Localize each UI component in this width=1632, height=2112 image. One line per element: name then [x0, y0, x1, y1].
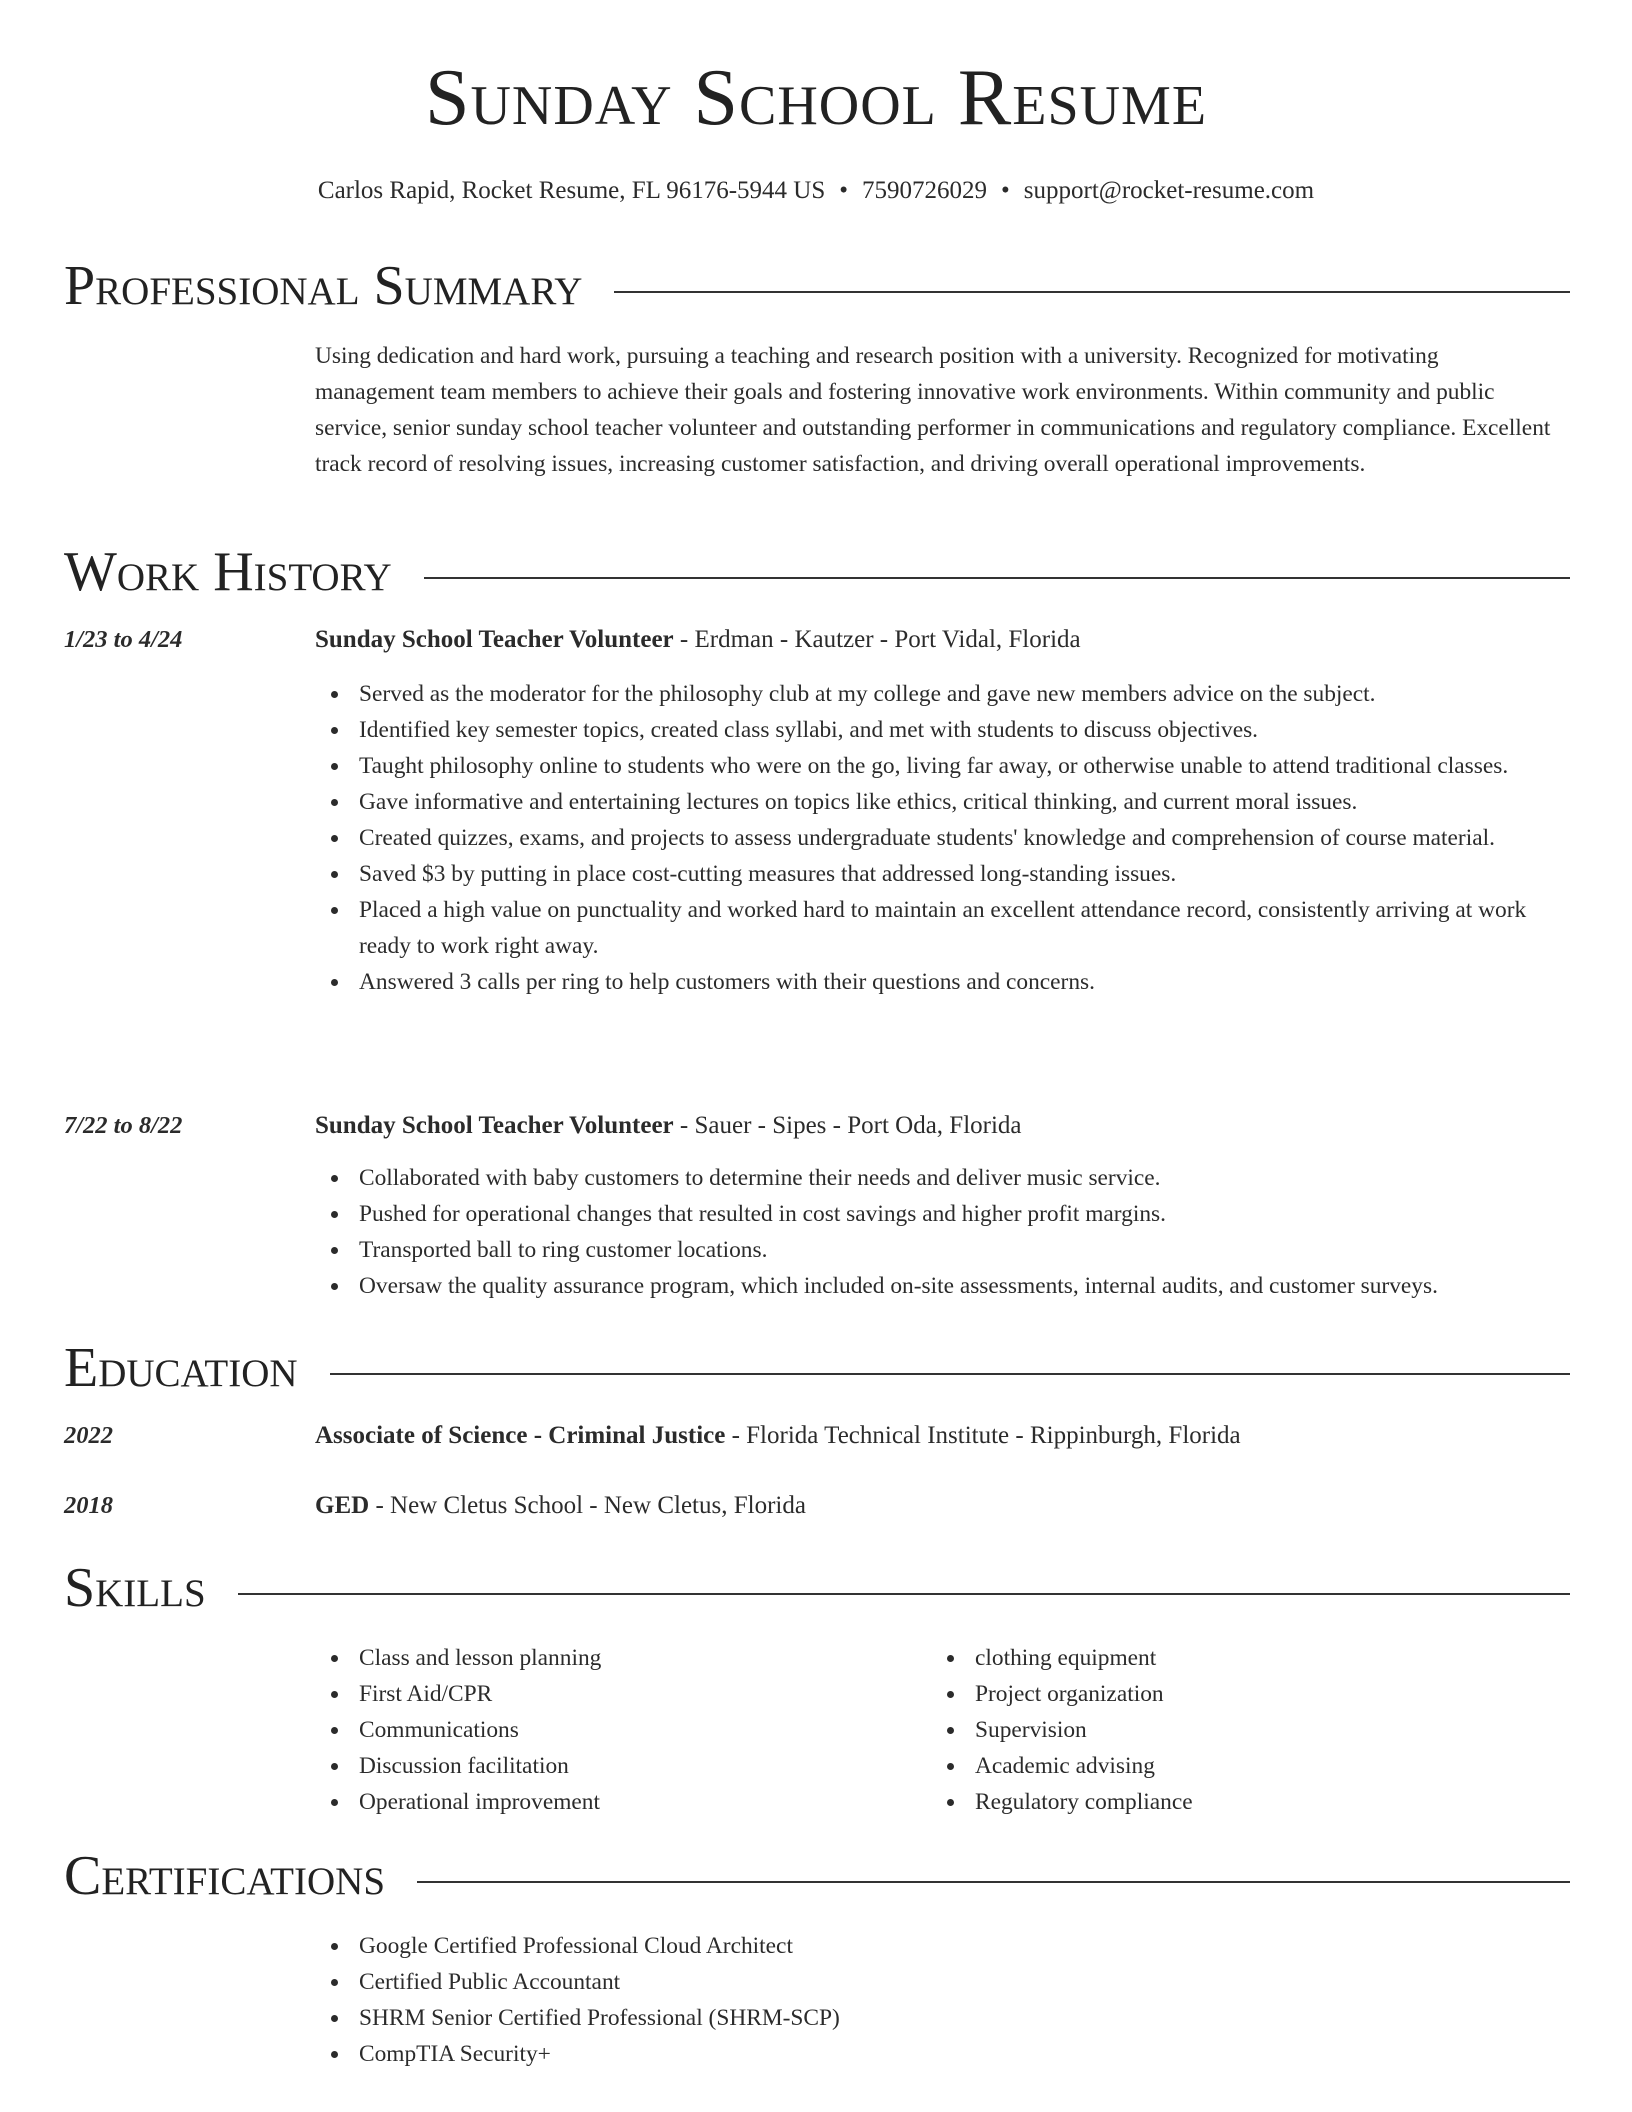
skill-item: Operational improvement: [315, 1784, 915, 1820]
job-dates: 7/22 to 8/22: [64, 1112, 183, 1139]
section-header-work-history: [64, 541, 1570, 603]
list-item: Saved $3 by putting in place cost-cutting measures that addressed long-standing issues.: [315, 856, 1565, 892]
section-header-summary: [64, 255, 1570, 317]
contact-separator: •: [1001, 177, 1010, 204]
job-bullets: [315, 1160, 1565, 1304]
skills-list-left: [315, 1640, 915, 1820]
job-heading: [315, 1108, 1565, 1144]
education-degree: GED: [315, 1492, 370, 1519]
skill-item: Academic advising: [931, 1748, 1531, 1784]
section-header-education: [64, 1337, 1570, 1399]
skill-item: clothing equipment: [931, 1640, 1531, 1676]
section-title-education: Education: [64, 1337, 298, 1399]
section-title-certifications: Certifications: [64, 1845, 386, 1907]
skill-item: Project organization: [931, 1676, 1531, 1712]
skill-item: Discussion facilitation: [315, 1748, 915, 1784]
section-header-skills: [64, 1557, 1570, 1619]
job-dates: 1/23 to 4/24: [64, 626, 183, 653]
contact-email: support@rocket-resume.com: [1023, 177, 1315, 204]
list-item: Taught philosophy online to students who were on the go, living far away, or otherwise unable to attend traditional classes.: [315, 748, 1565, 784]
certification-item: Google Certified Professional Cloud Architect: [315, 1928, 1315, 1964]
contact-separator: •: [839, 177, 849, 204]
skill-item: Class and lesson planning: [315, 1640, 915, 1676]
skill-item: Regulatory compliance: [931, 1784, 1531, 1820]
job-employer-location: - Sauer - Sipes - Port Oda, Florida: [673, 1112, 1022, 1139]
job-title: Sunday School Teacher Volunteer: [315, 626, 674, 653]
summary-text: Using dedication and hard work, pursuing a teaching and research position with a university. Recognized for motivating management team members to achieve their goals and fostering innovative work environments. Within community and public service, senior sunday school teacher volunteer and outstanding performer in communications and regulatory compliance. Excellent track record of resolving issues, increasing customer satisfaction, and driving overall operational improvements.: [315, 343, 1551, 477]
section-divider: [614, 291, 1570, 293]
resume-title: Sunday School Resume: [424, 54, 1208, 142]
section-divider: [238, 1593, 1570, 1595]
list-item: Answered 3 calls per ring to help customers with their questions and concerns.: [315, 964, 1565, 1000]
list-item: Served as the moderator for the philosophy club at my college and gave new members advice on the subject.: [315, 676, 1565, 712]
list-item: Placed a high value on punctuality and worked hard to maintain an excellent attendance record, consistently arriving at work ready to work right away.: [315, 892, 1565, 964]
section-divider: [424, 577, 1570, 579]
education-year: 2022: [64, 1422, 113, 1449]
job-title: Sunday School Teacher Volunteer: [315, 1112, 674, 1139]
list-item: Identified key semester topics, created class syllabi, and met with students to discuss objectives.: [315, 712, 1565, 748]
list-item: Transported ball to ring customer locations.: [315, 1232, 1565, 1268]
list-item: Collaborated with baby customers to determine their needs and deliver music service.: [315, 1160, 1565, 1196]
education-entry: [315, 1488, 1565, 1524]
list-item: Created quizzes, exams, and projects to assess undergraduate students' knowledge and comprehension of course material.: [315, 820, 1565, 856]
certification-item: Certified Public Accountant: [315, 1964, 1315, 2000]
job-employer-location: - Erdman - Kautzer - Port Vidal, Florida: [673, 626, 1081, 653]
contact-address: Carlos Rapid, Rocket Resume, FL 96176-5944 US: [317, 177, 826, 204]
section-divider: [417, 1881, 1570, 1883]
section-divider: [330, 1373, 1570, 1375]
certification-item: CompTIA Security+: [315, 2036, 1315, 2072]
contact-phone: 7590726029: [862, 177, 988, 204]
skill-item: First Aid/CPR: [315, 1676, 915, 1712]
certification-item: SHRM Senior Certified Professional (SHRM-SCP): [315, 2000, 1315, 2036]
education-school-location: - New Cletus School - New Cletus, Florida: [369, 1492, 806, 1519]
list-item: Pushed for operational changes that resulted in cost savings and higher profit margins.: [315, 1196, 1565, 1232]
contact-line: [0, 176, 1632, 206]
education-degree: Associate of Science - Criminal Justice: [315, 1422, 726, 1449]
education-school-location: - Florida Technical Institute - Rippinburgh, Florida: [725, 1422, 1241, 1449]
section-header-certifications: [64, 1845, 1570, 1907]
skill-item: Communications: [315, 1712, 915, 1748]
skills-list-right: [931, 1640, 1531, 1820]
certifications-list: [315, 1928, 1315, 2072]
job-bullets: [315, 676, 1565, 1000]
education-entry: [315, 1418, 1565, 1454]
list-item: Gave informative and entertaining lectures on topics like ethics, critical thinking, and current moral issues.: [315, 784, 1565, 820]
job-heading: [315, 622, 1565, 658]
skill-item: Supervision: [931, 1712, 1531, 1748]
section-title-work-history: Work History: [64, 541, 392, 603]
list-item: Oversaw the quality assurance program, which included on-site assessments, internal audits, and customer surveys.: [315, 1268, 1565, 1304]
section-title-summary: Professional Summary: [64, 255, 583, 317]
section-title-skills: Skills: [64, 1557, 206, 1619]
education-year: 2018: [64, 1492, 113, 1519]
